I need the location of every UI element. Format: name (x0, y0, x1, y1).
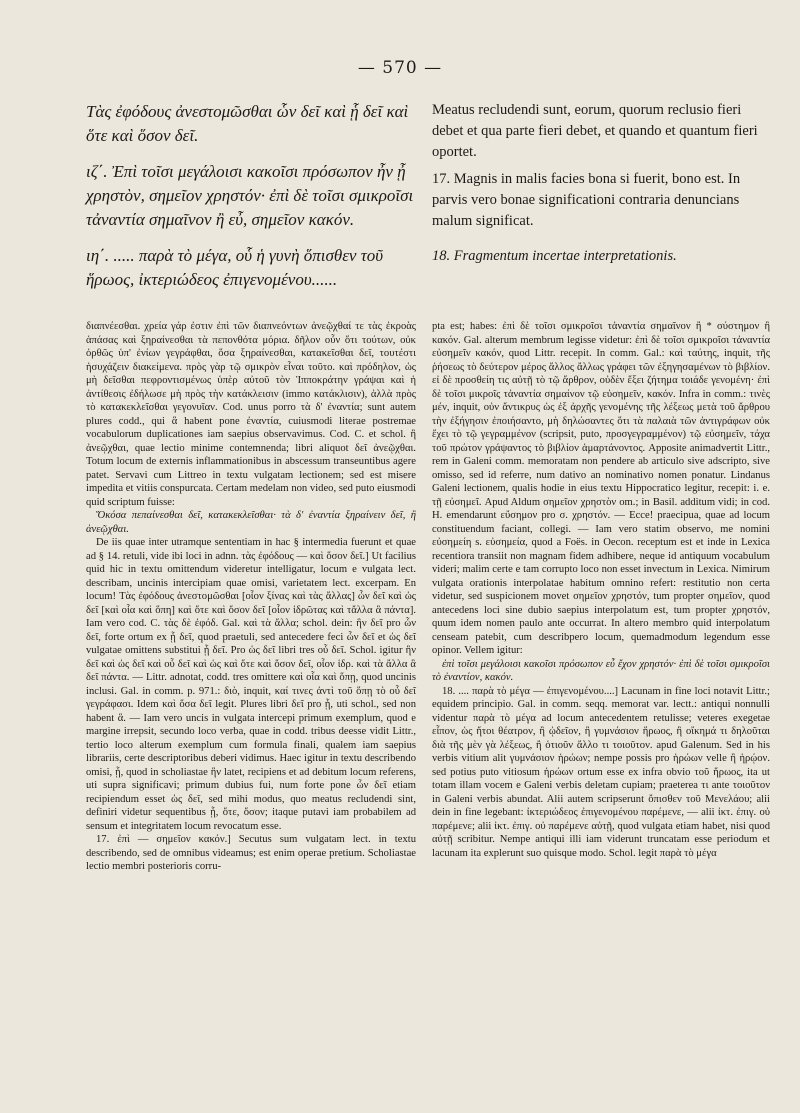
greek-paragraph: Τὰς ἐφόδους ἀνεστομῶσθαι ὧν δεῖ καὶ ᾗ δεῖ καὶ ὅτε καὶ ὅσον δεῖ. (86, 102, 409, 145)
latin-translation-block (432, 100, 770, 273)
commentary-paragraph: 17. ἐπὶ — σημεῖον κακόν.] Secutus sum vulgatam lect. in textu describendo, sed de omnibus videamus; est enim operae pretium. Scholiastae lectio membri posterioris corru- (86, 834, 416, 872)
commentary-paragraph: De iis quae inter utramque sententiam in hac § intermedia fuerunt et quae ad § 14. retuli, vide ibi loci in adnn. τὰς ἐφόδους — καὶ ὅσον δεῖ.] Ut facilius quid hic in textu omittendum videretur intelligatur, locum e vulgata lect. describam, uncinis intercipiam quae omisi, varietatem lect. excerpam. En locum! Τὰς ἐφόδους ἀνεστομῶσθαι [οἷον ξίνας καὶ τὰς ἄλλας] ὧν δεῖ καὶ ὡς δεῖ [καὶ οἷα καὶ ὅπη] καὶ ὅτε καὶ ὅσον δεῖ [οἷον ἱδρῶτας καὶ τἄλλα ἃ πάντα]. Iam vero cod. C. τὰς δὲ ἐφόδ. Gal. καὶ τὰ ἄλλα; schol. dein: ἣν δεῖ pro ὧν δεῖ, forte ortum ex ᾗ δεῖ, quod praetuli, sed antecedere feci ὧν δεῖ et ὡς δεῖ vulgatae omittens substitui ᾗ δεῖ. Pro ὡς δεῖ libri tres οὗ δεῖ. Schol. igitur ἣν δεῖ καὶ ὡς δεῖ καὶ οὗ δεῖ καὶ ὡς καὶ ὅτε καὶ ὅσον δεῖ, οἷον ἱδρ. καὶ τὰ ἄλλα ἃ δεῖ πάντα. — Littr. adnotat, codd. tres omittere καὶ οἷα καὶ ὅπῃ, quod uncinis inclusi. Gal. in comm. p. 971.: διὸ, inquit, καί τινες ἀντὶ τοῦ ὅπῃ τὸ οὗ δεῖ γεγράφασι. Idem καὶ ὅσα δεῖ legit. Plures libri δεῖ pro ᾗ, uti schol., sed non habent ἃ. — Iam vero uncis in vulgata intercepi primum exemplum, quod e margine irrepsit, secundo loco verba, quae in codd. tribus deesse vidit Littr., tertio loco alterum exemplum cum formula finali, qualem iam saepius librariis, certe descriptoribus deberi vidimus. Haec igitur in textu describendo omisi, ᾗ, quod in scholiastae ἣν latet, recipiens et ad debitum locum referens, uti supra significavi; primum dubius fui, num forte pone ὧν δεῖ etiam recipiendum esset ὡς δεῖ, sed mihi modus, quo meatus recludendi sint, definiri videtur sequentibus ᾗ, ὅτε, ὅσον; itaque putavi iam probabilem ad sensum et integritatem locum revocatum esse. (86, 537, 416, 832)
commentary-paragraph: διαπνέεσθαι. χρεία γάρ ἐστιν ἐπὶ τῶν διαπνεόντων ἀνεῷχθαί τε τὰς ἐκροὰς ἁπάσας καὶ ξηραίνεσθαι τὰ πεπονθότα μόρια. δῆλον οὖν ὅτι τούτων, οὐκ ὀρθῶς ὑπ' ἐνίων γεγράφθαι, ὅσα ξηραίνεσθαι, κατακεῖσθαι δεῖ, τουτέστι ἡσυχάζειν διακείμενα. πρὸς γὰρ τῷ σμικρὸν εἶναι τοῦτο. καὶ πρόδηλον, ὡς μὴ δεῖσθαι πεφροντισμένως ὑπὲρ αὐτοῦ τὸν Ἱπποκράτην γράψαι καὶ ἡ ἀντίθεσις ἐδήλωσε μὴ πρὸς τὴν κατάκλεισιν (immo κατάκλισιν), ἀλλὰ πρὸς τὸ κατακεκλεῖσθαι γεγονυῖαν. Cod. unus porro τὰ δ' ἐναντία; sunt autem plures codd., qui ἃ habent pone ἐναντία, cuiusmodi literae postremae vocabulorum duplicationes iam saepius observavimus. Cod. C. et schol. ἢ ἀνεῷχθαι, quae lectio minime contemnenda; libri aliquot δεῖ ἀνεῷχθαι. Totum locum de externis inflammationibus in abscessum transeuntibus agere patet. Servavi cum Littreo in textu vulgatam lectionem; sed est misere impedita et vitiis conspurcata. Certam medelam non video, sed puto eiusmodi quid scriptum fuisse: (86, 321, 416, 508)
commentary-quote: ἐπὶ τοῖσι μεγάλοισι κακοῖσι πρόσωπον εὖ ἔχον χρηστόν· ἐπὶ δὲ τοῖσι σμικροῖσι τὸ ἐναντίον, κακόν. (432, 658, 770, 683)
latin-paragraph: 18. Fragmentum incertae interpretationis. (432, 248, 677, 264)
commentary-right-column (432, 320, 770, 860)
commentary-left-column (86, 320, 416, 874)
greek-paragraph: ιζ΄. Ἐπὶ τοῖσι μεγάλοισι κακοῖσι πρόσωπον ἦν ᾖ χρηστὸν, σημεῖον χρηστόν· ἐπὶ δὲ τοῖσι σμικροῖσι τἀναντία σημαῖνον ἢ εὖ, σημεῖον κακόν. (86, 162, 414, 229)
latin-paragraph: 17. Magnis in malis facies bona si fuerit, bono est. In parvis vero bonae significationi contraria denuncians malum significat. (432, 171, 741, 229)
greek-text-block (86, 100, 416, 304)
commentary-paragraph: 18. .... παρὰ τὸ μέγα — ἐπιγενομένου....] Lacunam in fine loci notavit Littr.; equidem principio. Gal. in comm. seqq. memorat var. lectt.: antiqui nonnulli videntur παρὰ τὸ μέγα ad locum antecedentem retulisse; veteres exegetae εἶπον, ὡς ἤτοι θέατρον, ἢ ᾠδεῖον, ἢ γυμνάσιον ἥρωος, ἢ οἴκημά τι δηλοῦται διὰ τῆς μὲν γὰ λέξεως, ἢ ὁτιοῦν ἄλλο τι τοιοῦτον. apud Galenum. Sed in his verbis vitium alit γυμνάσιον ἡρώων; nempe possis pro ἡρώων velle ἢ ἡρῴον. sed potius puto vitiosum ἡρώων ortum esse ex infra obvio τοῦ ἥρωος, ita ut totam illam vocem e Galeni verbis deletam cupiam; praeterea τι ante τοιοῦτον in Galeni verbis abundat. Alii autem scripserunt ὄπισθεν τοῦ Μενελάου; alii dein in fine legebant: ἰκτεριώδεος ἐπιγενομένου παρέμενε, — alii ἰκτ. ἐπιγ. οὐ παρέμενε; alii ἰκτ. ἐπιγ. οὐ παρέμενε αὐτῇ, quod vulgata etiam habet, nisi quod αὐτῇ scribitur. Nempe antiqui illi iam viderunt truncatam esse periodum et lacunam ita explerunt suo quisque modo. Schol. legit παρὰ τὸ μέγα (432, 685, 770, 859)
greek-paragraph: ιη΄. ..... παρὰ τὸ μέγα, οὗ ἡ γυνὴ ὅπισθεν τοῦ ἥρωος, ἰκτεριώδεος ἐπιγενομένου...... (86, 246, 384, 289)
commentary-quote: Ὅκόσα πεπαίνεσθαι δεῖ, κατακεκλεῖσθαι· τὰ δ' ἐναντία ξηραίνειν δεῖ, ἢ ἀνεῷχθαι. (86, 510, 416, 535)
page-number: — 570 — (357, 58, 443, 78)
latin-paragraph: Meatus recludendi sunt, eorum, quorum reclusio fieri debet et qua parte fieri debet, et quando et quantum fieri oportet. (432, 102, 758, 160)
commentary-paragraph: pta est; habes: ἐπὶ δὲ τοῖσι σμικροῖσι τἀναντία σημαῖνον ἢ * σύστημον ἢ κακόν. Gal. alterum membrum legisse videtur: ἐπὶ δὲ τοῖσι σμικροῖσι τἀναντία εὐσημεῖν κακόν, quod Littr. recepit. In comm. Gal.: καὶ ταύτης, inquit, τῆς ῥήσεως τὸ δεύτερον μέρος ἄλλος ἄλλως γράφει τῶν ἐξηγησαμένων τὸ βιβλίον. εἰ δὲ προσθείη τις αὐτῇ τὸ τῷ ἄρθρον, οὐδὲν ἕξει ζήτημα τοιάδε γενομένη· ἐπὶ δὲ τοῖσι μικροῖς τἀναντία σημαίνον τῷ εὐσημεῖν, κακόν. Infra in comm.: τινὲς μέν, inquit, οὐν ἄντικρυς ὡς ἐξ ἀρχῆς γενομένης τῆς λέξεως μετὰ τοῦ ἄρθρου τὴν ἐξήγησιν ἐποιήσαντο, μὴ δηλώσαντες ὅτι τὰ παλαιὰ τῶν ἀντιγράφων οὐκ ἔχει τὸ τῷ γεγραμμένον (scripsit, puto, προσγεγραμμένον) τῷ εὐσημεῖν, τάχα τοῦ πρώτον γράψαντος τὸ βιβλίον ἁμαρτάνοντος. Apposite animadvertit Littr., rem in Galeni comm. memoratam non pendere ab articulo sive adscripto, sive omisso, sed id referre, num dativo an nominativo nomen ponatur. Lindanus Galeni lectionem, qualis hodie in eius textu Hippocratico legitur, recepit: i. e. τῇ εὐσημεῖ. Apud Aldum σημεῖον χρηστὸν om.; in Basil. additum vidi; in cod. H. emendarunt εὔσημον pro σ. χρηστόν. — Ecce! praecipua, quae ad locum constituendum faciant, collegi. — Iam vero statim observo, me nomini εὐσημείη s. εὐσημεία, quod a Foës. in Oecon. receptum est et inde in Lexica recentiora transiit non magnam fidem adhibere, neque id antiquum vocabulum videri; malim certe e tam corrupto loco non esset invectum in Lexica. Nimirum vulgata orationis interpolatae habitum omnino refert: restitutio non certa videtur, sed suspicionem movet σημεῖον χρηστόν, tum propter σημεῖον, quod antecedens loci sine dubio saepius interpolatum est, tum propter χρηστόν, quum idem nomen paulo ante occurrat. In altero membro quid interpolatum censeam patebit, cum describpero locum, quemadmodum legendum esse opinor. Vellem igitur: (432, 321, 770, 656)
